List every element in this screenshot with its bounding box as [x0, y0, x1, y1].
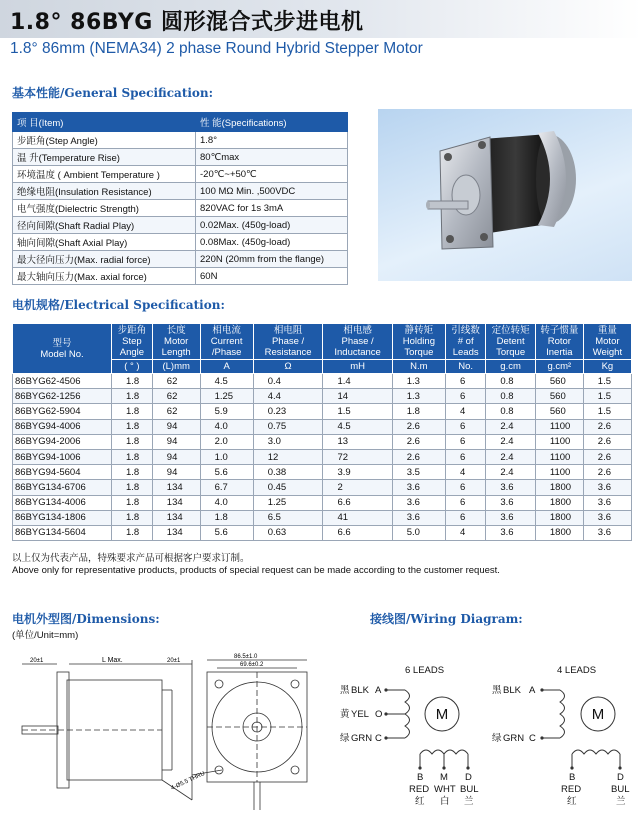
spec-value-cell: 0.38: [253, 465, 323, 480]
model-number-cell: 86BYG134-1806: [13, 510, 112, 525]
spec-value-cell: 1100: [535, 465, 583, 480]
electrical-col-header: [446, 324, 486, 360]
spec-value-cell: 1800: [535, 525, 583, 540]
electrical-spec-row: [13, 495, 632, 510]
dim-d1: 20±1: [30, 658, 44, 664]
spec-value-cell: 6: [446, 510, 486, 525]
spec-value-cell: 1.8: [200, 510, 253, 525]
spec-value-cell: 1.8: [112, 389, 153, 404]
spec-value-cell: 6.6: [323, 495, 392, 510]
spec-value-cell: 5.0: [392, 525, 445, 540]
spec-value-cell: 0.63: [253, 525, 323, 540]
general-spec-item: 步距角(Step Angle): [13, 132, 196, 149]
model-number-cell: 86BYG134-6706: [13, 480, 112, 495]
model-number-cell: 86BYG134-4006: [13, 495, 112, 510]
spec-value-cell: 6.5: [253, 510, 323, 525]
note-en: Above only for representative products, products of special request can be made according to the customer request.: [12, 565, 500, 576]
six-lead-left-0-pin: A: [375, 685, 382, 696]
spec-value-cell: 2.6: [392, 419, 445, 434]
spec-value-cell: 4.0: [200, 419, 253, 434]
dim-l-max: L Max.: [102, 657, 123, 664]
spec-value-cell: 4: [446, 404, 486, 419]
electrical-col-header: [200, 324, 253, 360]
col-header-cn: 型号: [52, 337, 72, 349]
model-number-cell: 86BYG62-4506: [13, 374, 112, 389]
four-lead-left-1-en: GRN: [503, 733, 525, 744]
electrical-col-header: [323, 324, 392, 360]
general-spec-row: [13, 268, 348, 285]
six-lead-bottom-1-en: WHT: [434, 784, 456, 795]
four-lead-bottom-1-cn: 兰: [616, 796, 626, 807]
spec-value-cell: 560: [535, 404, 583, 419]
model-number-cell: 86BYG94-4006: [13, 419, 112, 434]
spec-value-cell: 41: [323, 510, 392, 525]
six-lead-bottom-0-en: RED: [409, 784, 430, 795]
electrical-spec-row: [13, 419, 632, 434]
electrical-col-header: [253, 324, 323, 360]
model-number-cell: 86BYG62-1256: [13, 389, 112, 404]
spec-value-cell: 13: [323, 434, 392, 449]
dimensions-heading: 电机外型图/Dimensions:: [12, 612, 160, 626]
electrical-col-header: [112, 324, 153, 360]
col-header-cn: 转子惯量: [540, 325, 579, 336]
spec-value-cell: 2.4: [486, 449, 536, 464]
six-lead-bottom-0-pin: B: [417, 772, 424, 783]
spec-value-cell: 3.6: [486, 495, 536, 510]
spec-value-cell: 1100: [535, 449, 583, 464]
col-header-unit: A: [200, 360, 253, 374]
spec-value-cell: 2.6: [583, 419, 631, 434]
electrical-spec-row: [13, 434, 632, 449]
spec-value-cell: 62: [152, 389, 200, 404]
spec-value-cell: 2.6: [583, 434, 631, 449]
spec-value-cell: 3.6: [583, 480, 631, 495]
col-header-unit: N.m: [392, 360, 445, 374]
col-header-en: Motor Length: [161, 336, 191, 358]
electrical-spec-table: [12, 323, 632, 541]
general-spec-spec: -20℃~+50℃: [196, 166, 348, 183]
electrical-col-header: [152, 324, 200, 360]
col-item-header: 项 目(Item): [13, 113, 196, 132]
spec-value-cell: 1100: [535, 419, 583, 434]
spec-value-cell: 134: [152, 525, 200, 540]
electrical-col-header: [535, 324, 583, 360]
spec-value-cell: 560: [535, 374, 583, 389]
general-spec-row: [13, 166, 348, 183]
general-spec-item: 电气强度(Dielectric Strength): [13, 200, 196, 217]
page-title: 1.8° 86BYG 圆形混合式步进电机: [10, 10, 364, 35]
spec-value-cell: 1.3: [392, 389, 445, 404]
spec-value-cell: 1800: [535, 480, 583, 495]
spec-value-cell: 3.6: [392, 510, 445, 525]
spec-value-cell: 6: [446, 449, 486, 464]
six-lead-left-1-cn: 黄: [340, 709, 350, 720]
general-spec-spec: 0.08Max. (450g-load): [196, 234, 348, 251]
general-spec-item: 最大径向压力(Max. radial force): [13, 251, 196, 268]
spec-value-cell: 1.8: [112, 449, 153, 464]
col-spec-header: 性 能(Specifications): [196, 113, 348, 132]
spec-value-cell: 1.25: [253, 495, 323, 510]
spec-value-cell: 4: [446, 465, 486, 480]
motor-symbol-4: M: [591, 706, 605, 723]
spec-value-cell: 5.6: [200, 465, 253, 480]
four-lead-bottom-1-pin: D: [617, 772, 624, 783]
spec-value-cell: 3.6: [583, 525, 631, 540]
spec-value-cell: 1100: [535, 434, 583, 449]
electrical-spec-heading: 电机规格/Electrical Specification:: [12, 298, 225, 312]
spec-value-cell: 2.6: [583, 449, 631, 464]
spec-value-cell: 94: [152, 465, 200, 480]
six-lead-left-2-pin: C: [375, 733, 382, 744]
general-spec-item: 径向间隙(Shaft Radial Play): [13, 217, 196, 234]
four-lead-bottom-1-en: BUL: [611, 784, 630, 795]
spec-value-cell: 3.6: [486, 480, 536, 495]
page-subtitle: 1.8° 86mm (NEMA34) 2 phase Round Hybrid Stepper Motor: [10, 40, 423, 57]
spec-value-cell: 3.6: [392, 480, 445, 495]
motor-illustration: [378, 109, 632, 281]
spec-value-cell: 4.5: [323, 419, 392, 434]
general-spec-spec: 80℃max: [196, 149, 348, 166]
electrical-spec-row: [13, 525, 632, 540]
electrical-col-header: [486, 324, 536, 360]
spec-value-cell: 1800: [535, 495, 583, 510]
six-lead-left-2-en: GRN: [351, 733, 373, 744]
spec-value-cell: 6.7: [200, 480, 253, 495]
spec-value-cell: 134: [152, 480, 200, 495]
spec-value-cell: 1.8: [112, 495, 153, 510]
spec-value-cell: 560: [535, 389, 583, 404]
col-header-cn: 相电阻: [273, 325, 303, 336]
six-lead-left-1-pin: O: [375, 709, 383, 720]
four-lead-left-0-pin: A: [529, 685, 536, 696]
col-header-cn: 长度: [166, 325, 186, 336]
four-lead-left-1-pin: C: [529, 733, 536, 744]
spec-value-cell: 6: [446, 480, 486, 495]
spec-value-cell: 3.5: [392, 465, 445, 480]
col-header-unit: g.cm²: [535, 360, 583, 374]
spec-value-cell: 1.8: [112, 434, 153, 449]
six-lead-bottom-2-pin: D: [465, 772, 472, 783]
spec-value-cell: 2.4: [486, 465, 536, 480]
col-header-unit: Ω: [253, 360, 323, 374]
general-spec-item: 环境温度 ( Ambient Temperature ): [13, 166, 196, 183]
general-spec-row: [13, 234, 348, 251]
spec-value-cell: 5.9: [200, 404, 253, 419]
spec-value-cell: 6: [446, 495, 486, 510]
spec-value-cell: 4.5: [200, 374, 253, 389]
spec-value-cell: 14: [323, 389, 392, 404]
spec-value-cell: 0.8: [486, 389, 536, 404]
spec-value-cell: 94: [152, 449, 200, 464]
electrical-spec-row: [13, 404, 632, 419]
spec-value-cell: 1.8: [112, 525, 153, 540]
spec-value-cell: 1.4: [323, 374, 392, 389]
col-header-en: Detent Torque: [496, 336, 526, 358]
spec-value-cell: 0.8: [486, 374, 536, 389]
col-header-cn: 引线数: [451, 325, 480, 336]
col-header-en: # of Leads: [452, 336, 479, 358]
model-number-cell: 86BYG94-1006: [13, 449, 112, 464]
col-header-unit: (L)mm: [152, 360, 200, 374]
spec-value-cell: 2.0: [200, 434, 253, 449]
spec-value-cell: 1.8: [112, 480, 153, 495]
six-lead-left-0-en: BLK: [351, 685, 369, 696]
general-spec-row: [13, 200, 348, 217]
general-spec-spec: 0.02Max. (450g-load): [196, 217, 348, 234]
col-header-en: Motor Weight: [592, 336, 623, 358]
spec-value-cell: 94: [152, 434, 200, 449]
col-header-cn: 重量: [597, 325, 617, 336]
dimensions-unit: (单位/Unit=mm): [12, 630, 79, 641]
spec-value-cell: 3.6: [583, 510, 631, 525]
col-header-en: Step Angle: [119, 336, 145, 358]
spec-value-cell: 0.4: [253, 374, 323, 389]
spec-value-cell: 3.0: [253, 434, 323, 449]
six-lead-bottom-2-en: BUL: [460, 784, 479, 795]
spec-value-cell: 0.45: [253, 480, 323, 495]
six-lead-left-2-cn: 绿: [340, 733, 350, 744]
dim-bolt: 86.5±1.0: [234, 654, 258, 660]
spec-value-cell: 1.8: [112, 465, 153, 480]
col-header-en: Phase / Inductance: [334, 336, 381, 358]
general-spec-item: 轴向间隙(Shaft Axial Play): [13, 234, 196, 251]
six-lead-bottom-1-cn: 白: [440, 796, 450, 807]
dim-d2: 20±1: [167, 658, 181, 664]
general-spec-row: [13, 132, 348, 149]
spec-value-cell: 2.6: [392, 449, 445, 464]
col-header-cn: 定位转矩: [491, 325, 530, 336]
spec-value-cell: 62: [152, 404, 200, 419]
spec-value-cell: 2.6: [583, 465, 631, 480]
spec-value-cell: 1.5: [583, 404, 631, 419]
col-header-unit: No.: [446, 360, 486, 374]
col-header-unit: ( ° ): [112, 360, 153, 374]
model-number-cell: 86BYG62-5904: [13, 404, 112, 419]
dim-holes: 4-Ø5.5 THRU: [170, 770, 206, 792]
four-lead-left-1-cn: 绿: [492, 733, 502, 744]
col-header-en: Phase / Resistance: [264, 336, 312, 358]
wiring-heading: 接线图/Wiring Diagram:: [370, 612, 523, 626]
general-spec-spec: 100 MΩ Min. ,500VDC: [196, 183, 348, 200]
spec-value-cell: 6.6: [323, 525, 392, 540]
col-header-unit: mH: [323, 360, 392, 374]
col-header-en: Model No.: [40, 348, 84, 360]
spec-value-cell: 134: [152, 510, 200, 525]
electrical-col-header: [392, 324, 445, 360]
col-header-en: Current /Phase: [210, 336, 243, 358]
spec-value-cell: 3.6: [486, 525, 536, 540]
six-leads-title: 6 LEADS: [405, 665, 445, 676]
spec-value-cell: 0.23: [253, 404, 323, 419]
general-spec-heading: 基本性能/General Specification:: [12, 86, 214, 100]
spec-value-cell: 1.8: [112, 404, 153, 419]
spec-value-cell: 6: [446, 434, 486, 449]
electrical-col-header: [583, 324, 631, 360]
col-header-en: Holding Torque: [402, 336, 435, 358]
spec-value-cell: 94: [152, 419, 200, 434]
spec-value-cell: 1800: [535, 510, 583, 525]
spec-value-cell: 12: [253, 449, 323, 464]
spec-value-cell: 6: [446, 389, 486, 404]
spec-value-cell: 1.25: [200, 389, 253, 404]
spec-value-cell: 6: [446, 419, 486, 434]
general-spec-item: 绝缘电阻(Insulation Resistance): [13, 183, 196, 200]
col-header-en: Rotor Inertia: [546, 336, 573, 358]
spec-value-cell: 2.4: [486, 434, 536, 449]
spec-value-cell: 5.6: [200, 525, 253, 540]
spec-value-cell: 134: [152, 495, 200, 510]
electrical-spec-row: [13, 480, 632, 495]
spec-value-cell: 2: [323, 480, 392, 495]
spec-value-cell: 1.8: [112, 374, 153, 389]
spec-value-cell: 62: [152, 374, 200, 389]
spec-value-cell: 1.5: [583, 389, 631, 404]
electrical-spec-row: [13, 510, 632, 525]
six-lead-left-0-cn: 黑: [340, 685, 350, 696]
electrical-spec-row: [13, 374, 632, 389]
motor-symbol-6: M: [435, 706, 449, 723]
spec-value-cell: 1.5: [583, 374, 631, 389]
spec-value-cell: 4.4: [253, 389, 323, 404]
four-lead-bottom-0-en: RED: [561, 784, 582, 795]
spec-value-cell: 1.5: [323, 404, 392, 419]
six-lead-left-1-en: YEL: [351, 709, 369, 720]
spec-value-cell: 2.6: [392, 434, 445, 449]
col-header-unit: Kg: [583, 360, 631, 374]
general-spec-row: [13, 217, 348, 234]
electrical-spec-row: [13, 389, 632, 404]
four-lead-bottom-0-cn: 红: [567, 796, 577, 807]
general-spec-spec: 1.8°: [196, 132, 348, 149]
spec-value-cell: 4.0: [200, 495, 253, 510]
spec-value-cell: 0.75: [253, 419, 323, 434]
spec-value-cell: 3.6: [583, 495, 631, 510]
four-leads-title: 4 LEADS: [557, 665, 597, 676]
general-spec-row: [13, 149, 348, 166]
electrical-col-header: [13, 324, 112, 374]
wiring-diagram: [330, 678, 642, 812]
spec-value-cell: 1.0: [200, 449, 253, 464]
general-spec-row: [13, 251, 348, 268]
model-number-cell: 86BYG94-5604: [13, 465, 112, 480]
four-lead-left-0-en: BLK: [503, 685, 521, 696]
col-header-cn: 相电流: [212, 325, 241, 336]
spec-value-cell: 72: [323, 449, 392, 464]
six-lead-bottom-0-cn: 红: [415, 796, 425, 807]
spec-value-cell: 1.3: [392, 374, 445, 389]
spec-value-cell: 4: [446, 525, 486, 540]
note-cn: 以上仅为代表产品，特殊要求产品可根据客户要求订制。: [12, 553, 250, 564]
general-spec-item: 最大轴向压力(Max. axial force): [13, 268, 196, 285]
dim-pcd: 69.6±0.2: [240, 662, 264, 668]
four-lead-left-0-cn: 黑: [492, 685, 502, 696]
general-spec-row: [13, 183, 348, 200]
spec-value-cell: 3.6: [392, 495, 445, 510]
spec-value-cell: 1.8: [112, 510, 153, 525]
spec-value-cell: 1.8: [392, 404, 445, 419]
spec-value-cell: 6: [446, 374, 486, 389]
spec-value-cell: 3.6: [486, 510, 536, 525]
four-lead-bottom-0-pin: B: [569, 772, 576, 783]
general-spec-table: [12, 112, 348, 285]
six-lead-bottom-1-pin: M: [440, 772, 448, 783]
col-header-unit: g.cm: [486, 360, 536, 374]
general-spec-spec: 220N (20mm from the flange): [196, 251, 348, 268]
model-number-cell: 86BYG134-5604: [13, 525, 112, 540]
col-header-cn: 静转矩: [404, 325, 434, 336]
model-number-cell: 86BYG94-2006: [13, 434, 112, 449]
general-spec-item: 温 升(Temperature Rise): [13, 149, 196, 166]
col-header-cn: 相电感: [343, 325, 372, 336]
general-spec-spec: 60N: [196, 268, 348, 285]
six-lead-bottom-2-cn: 兰: [464, 796, 474, 807]
spec-value-cell: 2.4: [486, 419, 536, 434]
electrical-spec-row: [13, 449, 632, 464]
spec-value-cell: 1.8: [112, 419, 153, 434]
spec-value-cell: 0.8: [486, 404, 536, 419]
col-header-cn: 步距角: [117, 325, 147, 336]
motor-photo: [378, 109, 632, 281]
dimension-drawing: [12, 650, 320, 810]
general-spec-spec: 820VAC for 1s 3mA: [196, 200, 348, 217]
electrical-spec-row: [13, 465, 632, 480]
spec-value-cell: 3.9: [323, 465, 392, 480]
